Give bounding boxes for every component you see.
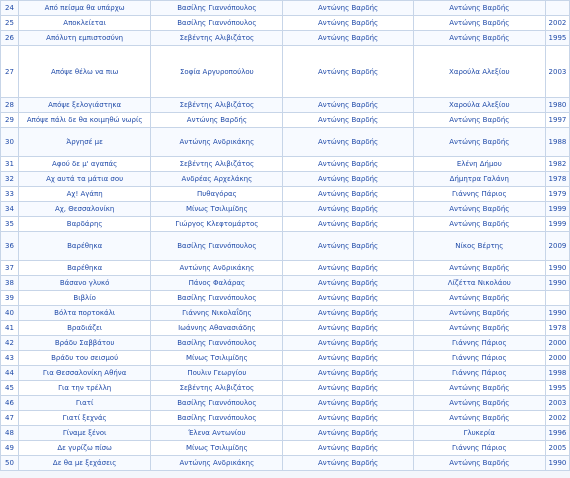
song-year [545,291,569,306]
song-composer: Αντώνης Βαρδής [283,98,413,113]
table-row [1,157,570,172]
song-lyricist: Βασίλης Γιαννόπουλος [151,232,283,261]
song-lyricist: Ανδρέας Αρχελάκης [151,172,283,187]
song-lyricist: Μίνως Τσιλιμίδης [151,351,283,366]
song-lyricist: Σεβέντης Αλιβιζάτος [151,157,283,172]
song-composer: Αντώνης Βαρδής [283,1,413,16]
song-number: 43 [1,351,19,366]
song-composer: Αντώνης Βαρδής [283,456,413,471]
song-lyricist: Μίνως Τσιλιμίδης [151,441,283,456]
song-composer: Αντώνης Βαρδής [283,336,413,351]
song-title: Αχ, Θεσσαλονίκη [19,202,151,217]
song-singer: Λίζέττα Νικολάου [413,276,545,291]
song-year: 1978 [545,321,569,336]
song-title: Από πείσμα θα υπάρχω [19,1,151,16]
table-row [1,31,570,46]
song-composer: Αντώνης Βαρδής [283,31,413,46]
song-singer: Αντώνης Βαρδής [413,113,545,128]
song-lyricist: Γιάννης Νικολαΐδης [151,306,283,321]
song-number: 38 [1,276,19,291]
table-row [1,306,570,321]
song-title: Βράδυ Σαββάτου [19,336,151,351]
song-title: Αχ! Αγάπη [19,187,151,202]
song-title: Βόλτα πορτοκάλι [19,306,151,321]
table-row [1,441,570,456]
song-lyricist: Βασίλης Γιαννόπουλος [151,336,283,351]
song-title: Δε θα με ξεχάσεις [19,456,151,471]
song-singer: Γιάννης Πάριος [413,336,545,351]
table-row [1,128,570,157]
song-number: 45 [1,381,19,396]
song-year: 2000 [545,351,569,366]
song-year: 2003 [545,46,569,98]
song-singer: Γιάννης Πάριος [413,187,545,202]
song-composer: Αντώνης Βαρδής [283,291,413,306]
song-lyricist: Πουλιν Γεωργίου [151,366,283,381]
song-year: 2009 [545,232,569,261]
song-lyricist: Σοφία Αργυροπούλου [151,46,283,98]
song-lyricist: Αντώνης Ανδρικάκης [151,128,283,157]
song-year: 1999 [545,202,569,217]
song-singer: Γιάννης Πάριος [413,441,545,456]
song-year: 2003 [545,396,569,411]
song-year: 2005 [545,441,569,456]
song-composer: Αντώνης Βαρδής [283,351,413,366]
song-number: 26 [1,31,19,46]
song-composer: Αντώνης Βαρδής [283,396,413,411]
song-title: Βάσανο γλυκό [19,276,151,291]
table-row [1,276,570,291]
song-year: 1999 [545,217,569,232]
song-number: 41 [1,321,19,336]
song-singer: Αντώνης Βαρδής [413,456,545,471]
song-lyricist: Βασίλης Γιαννόπουλος [151,1,283,16]
song-number: 44 [1,366,19,381]
song-composer: Αντώνης Βαρδής [283,16,413,31]
song-title: Αποκλείεται [19,16,151,31]
song-composer: Αντώνης Βαρδής [283,46,413,98]
song-lyricist: Μίνως Τσιλιμίδης [151,202,283,217]
song-lyricist: Σεβέντης Αλιβιζάτος [151,98,283,113]
song-number: 46 [1,396,19,411]
song-year: 1998 [545,366,569,381]
song-lyricist: Σεβέντης Αλιβιζάτος [151,381,283,396]
song-lyricist: Αντώνης Βαρδής [151,113,283,128]
song-title: Γιατί ξεχνάς [19,411,151,426]
song-lyricist: Βασίλης Γιαννόπουλος [151,291,283,306]
song-singer: Αντώνης Βαρδής [413,202,545,217]
song-number: 34 [1,202,19,217]
song-title: Γιατί [19,396,151,411]
song-title: Γίναμε ξένοι [19,426,151,441]
table-row [1,366,570,381]
song-lyricist: Ιωάννης Αθανασιάδης [151,321,283,336]
song-number: 25 [1,16,19,31]
song-number: 28 [1,98,19,113]
song-year: 1988 [545,128,569,157]
song-year: 2002 [545,16,569,31]
table-row [1,426,570,441]
song-year: 1990 [545,456,569,471]
song-title: Βαρδάρης [19,217,151,232]
song-composer: Αντώνης Βαρδής [283,366,413,381]
table-row [1,172,570,187]
song-year: 1990 [545,261,569,276]
song-singer: Αντώνης Βαρδής [413,261,545,276]
table-row [1,187,570,202]
song-year: 1995 [545,381,569,396]
song-singer: Αντώνης Βαρδής [413,16,545,31]
song-title: Απόλυτη εμπιστοσύνη [19,31,151,46]
song-composer: Αντώνης Βαρδής [283,172,413,187]
song-number: 31 [1,157,19,172]
song-singer: Αντώνης Βαρδής [413,1,545,16]
song-lyricist: Έλενα Αντωνίου [151,426,283,441]
song-number: 50 [1,456,19,471]
table-row [1,1,570,16]
song-singer: Νίκος Βέρτης [413,232,545,261]
song-singer: Δήμητρα Γαλάνη [413,172,545,187]
song-composer: Αντώνης Βαρδής [283,276,413,291]
song-singer: Αντώνης Βαρδής [413,396,545,411]
song-title: Άργησέ με [19,128,151,157]
song-composer: Αντώνης Βαρδής [283,202,413,217]
song-singer: Αντώνης Βαρδής [413,128,545,157]
table-row [1,217,570,232]
song-composer: Αντώνης Βαρδής [283,128,413,157]
song-title: Για την τρέλλη [19,381,151,396]
song-lyricist: Πυθαγόρας [151,187,283,202]
song-title: Βιβλίο [19,291,151,306]
song-composer: Αντώνης Βαρδής [283,411,413,426]
song-title: Αφού δε μ' αγαπάς [19,157,151,172]
song-year: 1997 [545,113,569,128]
song-title: Απόψε ξελογιάστηκα [19,98,151,113]
song-number: 49 [1,441,19,456]
song-number: 42 [1,336,19,351]
song-lyricist: Γιώργος Κλεφτομάρτος [151,217,283,232]
song-singer: Χαρούλα Αλεξίου [413,98,545,113]
song-number: 37 [1,261,19,276]
song-year: 1978 [545,172,569,187]
song-singer: Αντώνης Βαρδής [413,321,545,336]
song-year: 1979 [545,187,569,202]
song-lyricist: Σεβέντης Αλιβιζάτος [151,31,283,46]
song-singer: Αντώνης Βαρδής [413,411,545,426]
table-row [1,46,570,98]
song-year: 1990 [545,306,569,321]
song-year: 1990 [545,276,569,291]
table-row [1,261,570,276]
song-singer: Ελένη Δήμου [413,157,545,172]
song-lyricist: Βασίλης Γιαννόπουλος [151,396,283,411]
song-composer: Αντώνης Βαρδής [283,232,413,261]
song-singer: Αντώνης Βαρδής [413,217,545,232]
table-row [1,232,570,261]
song-singer: Γλυκερία [413,426,545,441]
song-title: Δε γυρίζω πίσω [19,441,151,456]
table-row [1,202,570,217]
song-title: Απόψε πάλι δε θα κοιμηθώ νωρίς [19,113,151,128]
song-year: 1980 [545,98,569,113]
song-title: Βραδιάζει [19,321,151,336]
song-number: 27 [1,46,19,98]
table-row [1,113,570,128]
song-lyricist: Αντώνης Ανδρικάκης [151,456,283,471]
song-year: 2000 [545,336,569,351]
song-composer: Αντώνης Βαρδής [283,321,413,336]
song-title: Απόψε θέλω να πιω [19,46,151,98]
song-title: Βαρέθηκα [19,261,151,276]
song-number: 24 [1,1,19,16]
song-composer: Αντώνης Βαρδής [283,157,413,172]
song-composer: Αντώνης Βαρδής [283,426,413,441]
song-title: Βαρέθηκα [19,232,151,261]
song-number: 39 [1,291,19,306]
song-number: 29 [1,113,19,128]
table-row [1,456,570,471]
song-year: 1995 [545,31,569,46]
song-number: 32 [1,172,19,187]
table-row [1,16,570,31]
song-singer: Αντώνης Βαρδής [413,291,545,306]
table-row [1,321,570,336]
song-year [545,1,569,16]
song-number: 36 [1,232,19,261]
song-lyricist: Πάνος Φαλάρας [151,276,283,291]
song-singer: Αντώνης Βαρδής [413,306,545,321]
table-row [1,291,570,306]
song-singer: Χαρούλα Αλεξίου [413,46,545,98]
song-year: 2002 [545,411,569,426]
table-row [1,351,570,366]
song-singer: Αντώνης Βαρδής [413,381,545,396]
song-number: 48 [1,426,19,441]
song-year: 1996 [545,426,569,441]
songs-table-body [1,1,570,471]
song-composer: Αντώνης Βαρδής [283,441,413,456]
table-row [1,336,570,351]
song-composer: Αντώνης Βαρδής [283,306,413,321]
song-number: 33 [1,187,19,202]
song-number: 30 [1,128,19,157]
song-composer: Αντώνης Βαρδής [283,217,413,232]
table-row [1,98,570,113]
song-singer: Αντώνης Βαρδής [413,31,545,46]
table-row [1,411,570,426]
song-singer: Γιάννης Πάριος [413,351,545,366]
song-composer: Αντώνης Βαρδής [283,113,413,128]
song-title: Βράδυ του σεισμού [19,351,151,366]
song-lyricist: Βασίλης Γιαννόπουλος [151,411,283,426]
song-title: Αχ αυτά τα μάτια σου [19,172,151,187]
song-number: 35 [1,217,19,232]
song-number: 40 [1,306,19,321]
song-singer: Γιάννης Πάριος [413,366,545,381]
song-composer: Αντώνης Βαρδής [283,261,413,276]
table-row [1,381,570,396]
song-composer: Αντώνης Βαρδής [283,187,413,202]
song-number: 47 [1,411,19,426]
table-row [1,396,570,411]
song-composer: Αντώνης Βαρδής [283,381,413,396]
song-lyricist: Βασίλης Γιαννόπουλος [151,16,283,31]
song-year: 1982 [545,157,569,172]
song-title: Για Θεσσαλονίκη Αθήνα [19,366,151,381]
song-lyricist: Αντώνης Ανδρικάκης [151,261,283,276]
